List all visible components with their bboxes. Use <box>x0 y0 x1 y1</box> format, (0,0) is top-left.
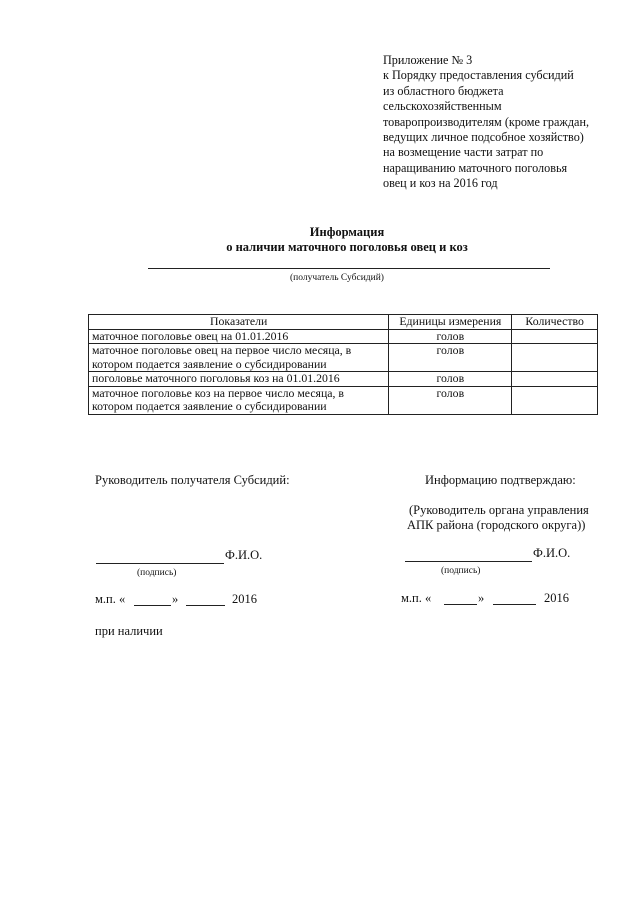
right-day-line <box>444 604 477 605</box>
right-mp-prefix: м.п. « <box>401 591 432 605</box>
cell-unit: голов <box>389 329 512 344</box>
left-fio-label: Ф.И.О. <box>225 548 263 562</box>
right-signature-line <box>405 561 532 562</box>
left-note: при наличии <box>95 624 163 638</box>
cell-quantity[interactable] <box>512 344 598 372</box>
annex-line: к Порядку предоставления субсидий <box>383 68 574 83</box>
right-month-line <box>493 604 536 605</box>
document-title: Информация <box>309 225 385 239</box>
cell-indicator: поголовье маточного поголовья коз на 01.01.2016 <box>89 372 389 387</box>
recipient-underline <box>148 268 550 269</box>
right-mp-mid: » <box>478 591 485 605</box>
left-month-line <box>186 605 225 606</box>
left-signer-heading: Руководитель получателя Субсидий: <box>95 473 290 487</box>
cell-indicator: маточное поголовье коз на первое число месяца, в котором подается заявление о субсидировании <box>89 386 389 414</box>
header-indicator: Показатели <box>89 315 389 330</box>
table-row <box>89 344 598 372</box>
table-row <box>89 329 598 344</box>
left-year: 2016 <box>232 592 257 606</box>
right-signature-caption: (подпись) <box>441 566 481 576</box>
header-quantity: Количество <box>512 315 598 330</box>
table-row <box>89 386 598 414</box>
right-org-line1: (Руководитель органа управления <box>409 503 589 517</box>
annex-line: сельскохозяйственным <box>383 99 502 114</box>
recipient-caption: (получатель Субсидий) <box>290 273 384 283</box>
cell-unit: голов <box>389 372 512 387</box>
document-subtitle: о наличии маточного поголовья овец и коз <box>226 240 468 254</box>
annex-line: овец и коз на 2016 год <box>383 176 498 191</box>
cell-indicator: маточное поголовье овец на 01.01.2016 <box>89 329 389 344</box>
livestock-table <box>88 314 598 415</box>
annex-header <box>383 53 623 192</box>
cell-indicator: маточное поголовье овец на первое число месяца, в котором подается заявление о субсидировании <box>89 344 389 372</box>
cell-unit: голов <box>389 386 512 414</box>
right-org-line2: АПК района (городского округа)) <box>407 518 586 532</box>
table-row <box>89 372 598 387</box>
left-mp-mid: » <box>172 592 179 606</box>
cell-quantity[interactable] <box>512 386 598 414</box>
header-unit: Единицы измерения <box>389 315 512 330</box>
right-signer-heading: Информацию подтверждаю: <box>425 473 576 487</box>
right-fio-label: Ф.И.О. <box>533 546 571 560</box>
annex-line: Приложение № 3 <box>383 53 473 67</box>
left-day-line <box>134 605 171 606</box>
left-signature-line <box>96 563 224 564</box>
cell-unit: голов <box>389 344 512 372</box>
annex-line: наращиванию маточного поголовья <box>383 160 568 175</box>
right-year: 2016 <box>544 591 569 605</box>
annex-line: из областного бюджета <box>383 83 504 98</box>
annex-line: товаропроизводителям (кроме граждан, <box>383 114 590 129</box>
left-signature-caption: (подпись) <box>137 568 177 578</box>
left-mp-prefix: м.п. « <box>95 592 126 606</box>
cell-quantity[interactable] <box>512 329 598 344</box>
cell-quantity[interactable] <box>512 372 598 387</box>
table-header-row <box>89 315 598 330</box>
annex-line: на возмещение части затрат по <box>383 145 544 160</box>
annex-line: ведущих личное подсобное хозяйство) <box>383 130 584 145</box>
